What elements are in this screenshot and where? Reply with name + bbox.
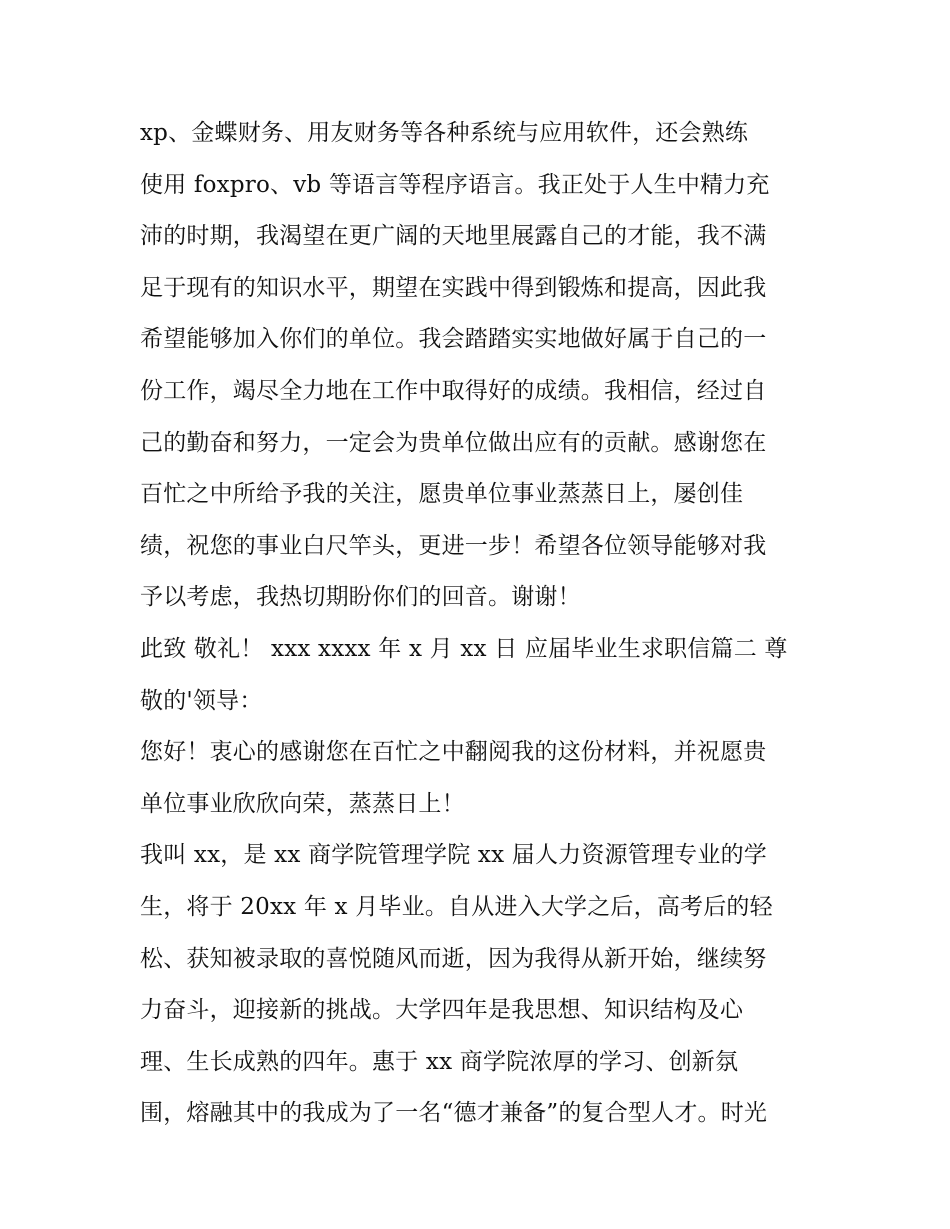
text-line: 您好！衷心的感谢您在百忙之中翻阅我的这份材料，并祝愿贵 (140, 739, 767, 766)
text-line: 足于现有的知识水平，期望在实践中得到锻炼和提高，因此我 (140, 274, 767, 301)
text-line: 份工作，竭尽全力地在工作中取得好的成绩。我相信，经过自 (140, 377, 767, 404)
text-line: 绩，祝您的事业白尺竿头，更进一步！希望各位领导能够对我 (140, 532, 767, 559)
text-line: xp、金蝶财务、用友财务等各种系统与应用软件，还会熟练 (140, 120, 749, 146)
text-line: 己的勤奋和努力，一定会为贵单位做出应有的贡献。感谢您在 (140, 429, 767, 456)
text-line: 力奋斗，迎接新的挑战。大学四年是我思想、知识结构及心 (140, 997, 744, 1024)
text-line: 百忙之中所给予我的关注，愿贵单位事业蒸蒸日上，屡创佳 (140, 481, 744, 508)
text-line: 予以考虑，我热切期盼你们的回音。谢谢！ (140, 584, 581, 611)
text-line: 围，熔融其中的我成为了一名“德才兼备”的复合型人才。时光 (140, 1100, 768, 1127)
letter-body (140, 108, 830, 1140)
text-line: 单位事业欣欣向荣，蒸蒸日上！ (140, 790, 465, 817)
salutation-line: 敬的'领导： (140, 687, 263, 714)
text-line: 生，将于 20xx 年 x 月毕业。自从进入大学之后，高考后的轻 (140, 893, 773, 920)
text-line: 使用 foxpro、vb 等语言等程序语言。我正处于人生中精力充 (140, 171, 770, 198)
text-line: 希望能够加入你们的单位。我会踏踏实实地做好属于自己的一 (140, 326, 767, 353)
text-line: 理、生长成熟的四年。惠于 xx 商学院浓厚的学习、创新氛 (140, 1048, 739, 1075)
text-line: 我叫 xx，是 xx 商学院管理学院 xx 届人力资源管理专业的学 (140, 842, 767, 869)
closing-line: 此致 敬礼！ xxx xxxx 年 x 月 xx 日 应届毕业生求职信篇二 尊 (140, 635, 788, 662)
text-line: 松、获知被录取的喜悦随风而逝，因为我得从新开始，继续努 (140, 945, 767, 972)
text-line: 沛的时期，我渴望在更广阔的天地里展露自己的才能，我不满 (140, 223, 767, 250)
